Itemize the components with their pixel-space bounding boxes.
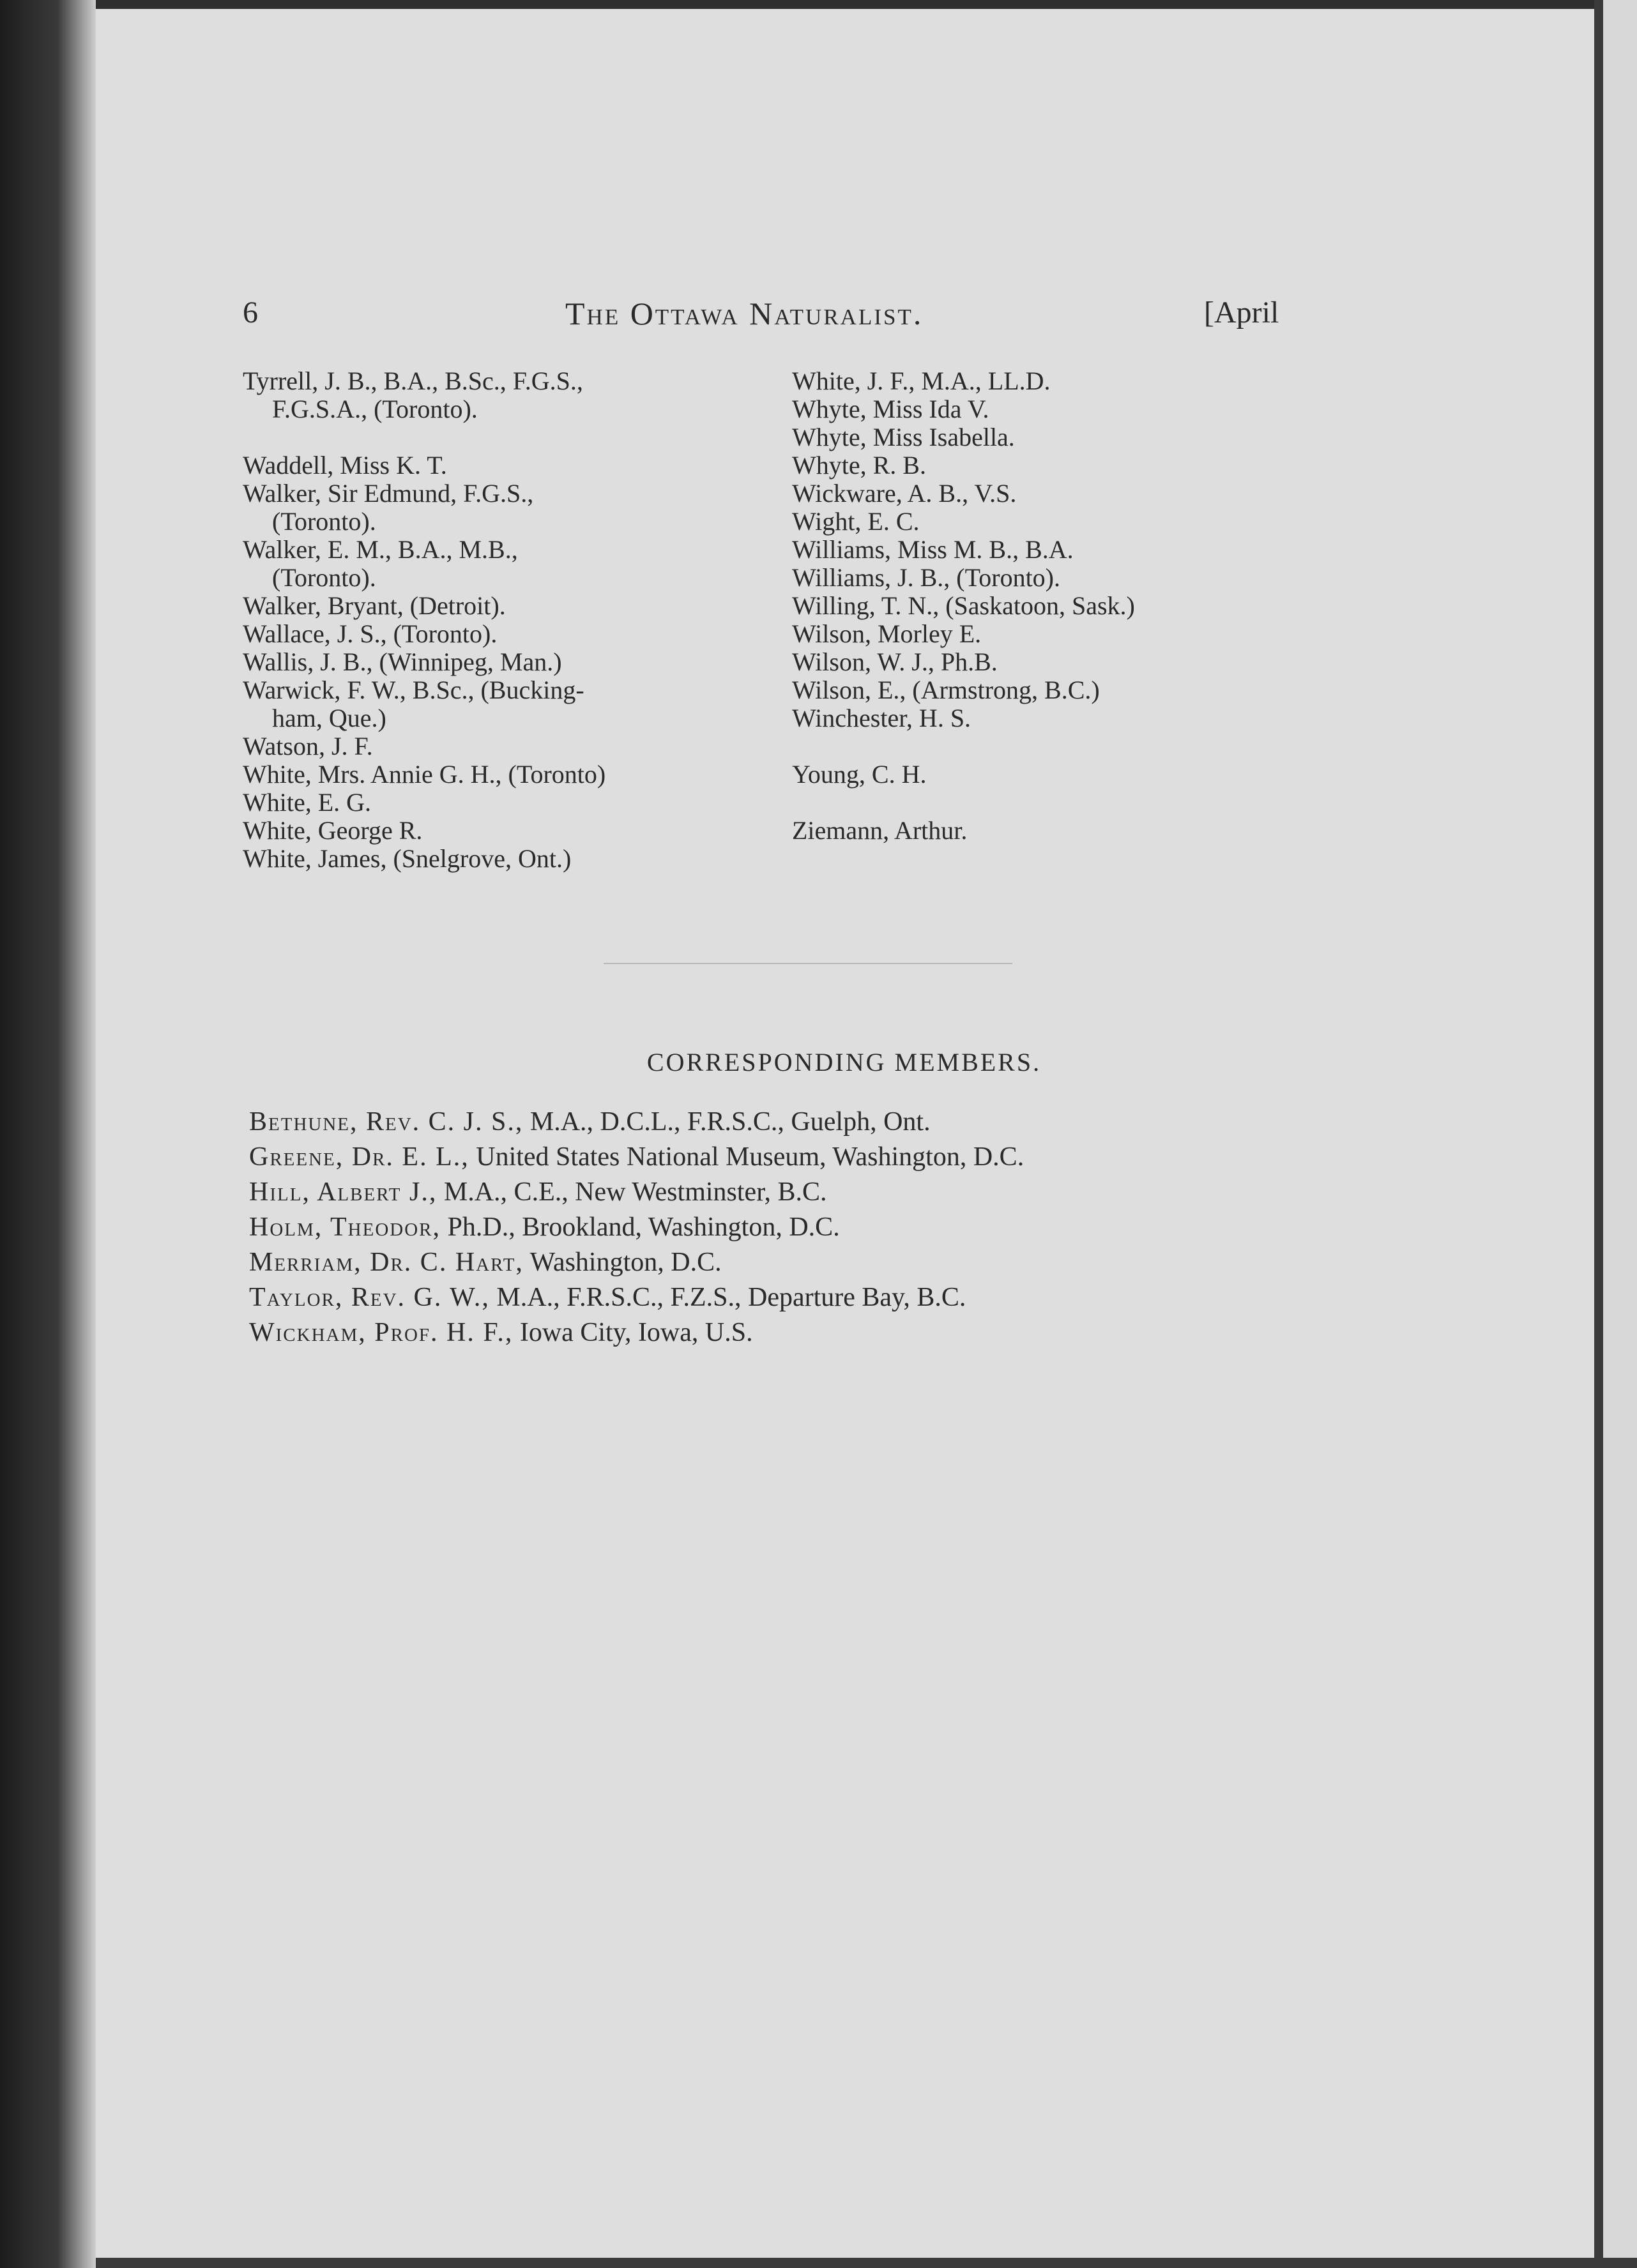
- member-entry: [792, 760, 1418, 789]
- member-entry-line: Willing, T. N., (Saskatoon, Sask.): [792, 591, 1135, 620]
- corresponding-member-name: Wickham, Prof. H. F.,: [249, 1318, 514, 1347]
- corresponding-member-details: M.A., D.C.L., F.R.S.C., Guelph, Ont.: [523, 1107, 931, 1137]
- entry-gap: [243, 423, 856, 451]
- member-entry: [792, 817, 1418, 845]
- member-entry-line: White, E. G.: [243, 788, 372, 817]
- corresponding-member-name: Merriam, Dr. C. Hart,: [249, 1248, 524, 1277]
- member-entry-line: Wight, E. C.: [792, 507, 920, 536]
- member-entry: [243, 732, 856, 760]
- corresponding-member-entry: [249, 1175, 1024, 1210]
- corresponding-member-name: Holm, Theodor,: [249, 1213, 441, 1242]
- scan-left-edge: [0, 0, 96, 2268]
- member-entry-line: Ziemann, Arthur.: [792, 816, 968, 845]
- member-entry-continuation: ham, Que.): [272, 704, 386, 732]
- member-entry-line: Warwick, F. W., B.Sc., (Bucking-: [243, 676, 584, 704]
- member-entry: [792, 620, 1418, 648]
- entry-gap: [792, 732, 1418, 760]
- member-entry-line: Wilson, W. J., Ph.B.: [792, 647, 998, 676]
- member-entry: [792, 367, 1418, 395]
- entry-gap: [792, 789, 1418, 817]
- member-entry: [792, 423, 1418, 451]
- member-entry-line: White, James, (Snelgrove, Ont.): [243, 844, 572, 873]
- member-entry-continuation: (Toronto).: [272, 507, 376, 536]
- member-entry-line: Winchester, H. S.: [792, 704, 971, 732]
- member-entry-line: Williams, J. B., (Toronto).: [792, 563, 1060, 592]
- page-number: 6: [243, 296, 258, 329]
- member-entry-line: Walker, Bryant, (Detroit).: [243, 591, 506, 620]
- member-entry-line: Walker, Sir Edmund, F.G.S.,: [243, 479, 534, 508]
- section-divider: [604, 963, 1012, 964]
- member-entry: [243, 648, 856, 676]
- member-entry: [243, 592, 856, 620]
- member-entry-line: Whyte, R. B.: [792, 451, 926, 480]
- members-column-right: [792, 367, 1418, 845]
- member-entry-continuation: F.G.S.A., (Toronto).: [272, 395, 478, 423]
- scan-bottom-edge: [96, 2258, 1637, 2268]
- member-entry: [792, 564, 1418, 592]
- corresponding-member-name: Hill, Albert J.,: [249, 1177, 438, 1207]
- member-entry-line: Walker, E. M., B.A., M.B.,: [243, 535, 518, 564]
- member-entry-line: Wickware, A. B., V.S.: [792, 479, 1017, 508]
- member-entry: [243, 536, 856, 592]
- member-entry-line: White, George R.: [243, 816, 423, 845]
- member-entry: [243, 817, 856, 845]
- member-entry: [792, 676, 1418, 704]
- member-entry: [792, 704, 1418, 732]
- corresponding-member-entry: [249, 1280, 1024, 1315]
- issue-month: [April: [1204, 296, 1279, 329]
- scan-right-strip: [1603, 0, 1637, 2268]
- member-entry-line: Waddell, Miss K. T.: [243, 451, 447, 480]
- member-entry: [792, 648, 1418, 676]
- member-entry: [792, 592, 1418, 620]
- member-entry: [792, 451, 1418, 480]
- member-entry-line: Whyte, Miss Isabella.: [792, 423, 1015, 451]
- corresponding-member-entry: [249, 1140, 1024, 1175]
- member-entry: [243, 789, 856, 817]
- member-entry: [243, 480, 856, 536]
- member-entry: [243, 451, 856, 480]
- scan-spine: [1594, 0, 1603, 2268]
- member-entry-line: Tyrrell, J. B., B.A., B.Sc., F.G.S.,: [243, 367, 583, 395]
- member-entry: [792, 536, 1418, 564]
- corresponding-member-entry: [249, 1315, 1024, 1350]
- member-entry-line: Williams, Miss M. B., B.A.: [792, 535, 1074, 564]
- corresponding-member-entry: [249, 1245, 1024, 1280]
- member-entry-line: Wilson, Morley E.: [792, 619, 982, 648]
- corresponding-member-name: Bethune, Rev. C. J. S.,: [249, 1107, 524, 1137]
- member-entry-line: Whyte, Miss Ida V.: [792, 395, 989, 423]
- members-column-left: [243, 367, 856, 873]
- member-entry: [243, 620, 856, 648]
- corresponding-member-entry: [249, 1105, 1024, 1140]
- corresponding-members-list: [249, 1105, 1024, 1350]
- member-entry-line: Young, C. H.: [792, 760, 927, 789]
- member-entry: [792, 508, 1418, 536]
- corresponding-member-name: Taylor, Rev. G. W.,: [249, 1283, 490, 1312]
- member-entry-line: Wilson, E., (Armstrong, B.C.): [792, 676, 1100, 704]
- corresponding-member-details: Iowa City, Iowa, U.S.: [513, 1318, 753, 1347]
- corresponding-member-details: United States National Museum, Washington, D.C.: [469, 1142, 1024, 1172]
- member-entry: [243, 676, 856, 732]
- member-entry: [792, 395, 1418, 423]
- page-header: [0, 295, 1637, 333]
- member-entry-continuation: (Toronto).: [272, 563, 376, 592]
- corresponding-member-name: Greene, Dr. E. L.,: [249, 1142, 469, 1172]
- member-entry: [792, 480, 1418, 508]
- corresponding-member-details: M.A., F.R.S.C., F.Z.S., Departure Bay, B.C.: [489, 1283, 966, 1312]
- section-heading: CORRESPONDING MEMBERS.: [646, 1048, 1042, 1077]
- member-entry-line: Wallis, J. B., (Winnipeg, Man.): [243, 647, 562, 676]
- member-entry: [243, 760, 856, 789]
- corresponding-member-entry: [249, 1210, 1024, 1245]
- member-entry-line: White, J. F., M.A., LL.D.: [792, 367, 1051, 395]
- member-entry: [243, 845, 856, 873]
- corresponding-member-details: Washington, D.C.: [523, 1248, 722, 1277]
- member-entry: [243, 367, 856, 423]
- member-entry-line: White, Mrs. Annie G. H., (Toronto): [243, 760, 606, 789]
- corresponding-member-details: M.A., C.E., New Westminster, B.C.: [437, 1177, 827, 1207]
- member-entry-line: Wallace, J. S., (Toronto).: [243, 619, 498, 648]
- corresponding-member-details: Ph.D., Brookland, Washington, D.C.: [441, 1213, 840, 1242]
- member-entry-line: Watson, J. F.: [243, 732, 373, 760]
- journal-title: The Ottawa Naturalist.: [565, 296, 924, 331]
